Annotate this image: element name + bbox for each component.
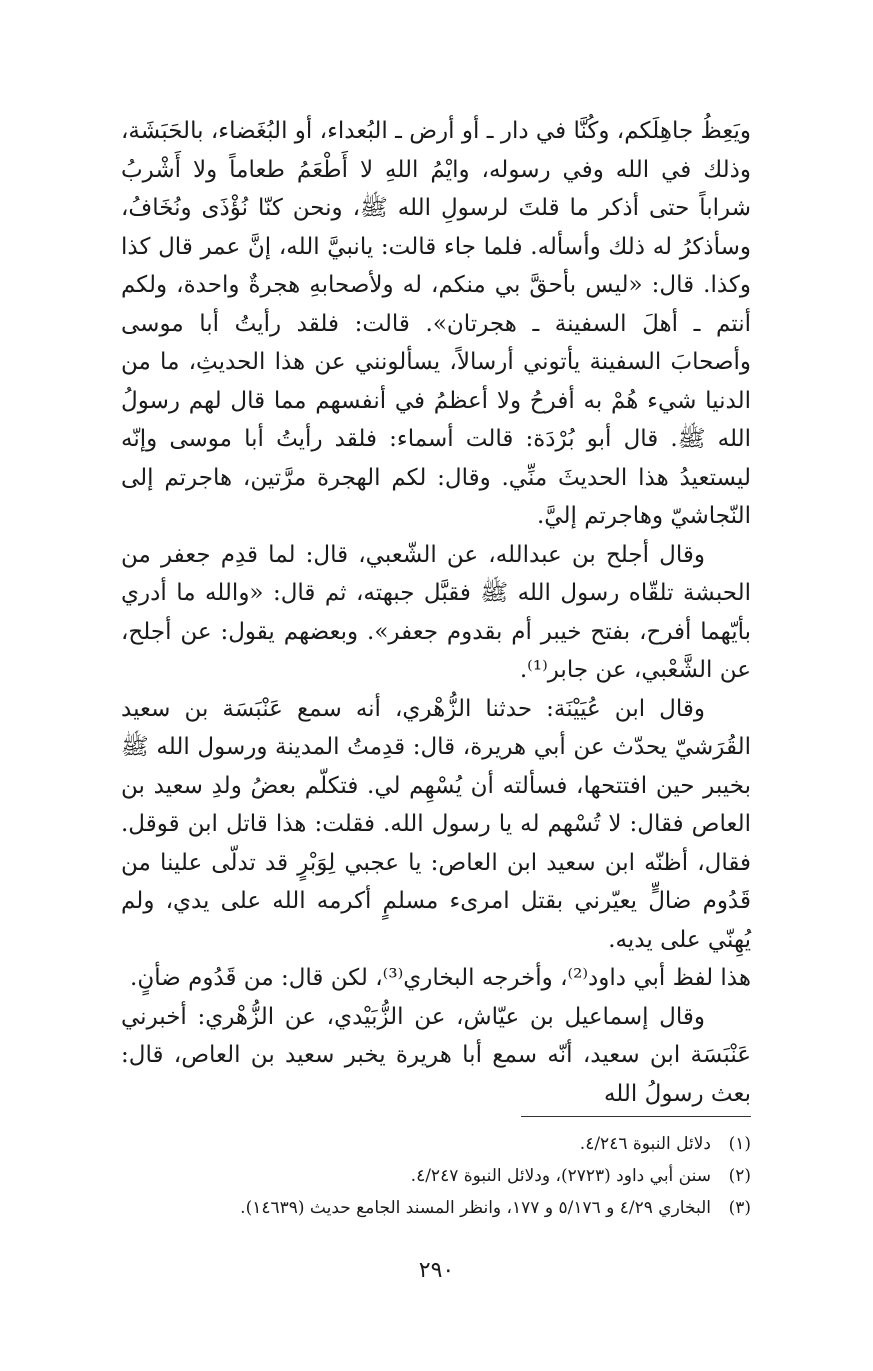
footnote-number: (١) bbox=[728, 1134, 751, 1154]
footnote-text: دلائل النبوة ٤/٢٤٦. bbox=[579, 1134, 711, 1154]
footnote-text: البخاري ٤/٢٩ و ٥/١٧٦ و ١٧٧، وانظر المسند الجامع حديث (١٤٦٣٩). bbox=[240, 1198, 711, 1218]
paragraph-5: وقال إسماعيل بن عيّاش، عن الزُّبَيْدي، عن الزُّهْري: أخبرني عَنْبَسَة ابن سعيد، أنّه سمع أبا هريرة يخبر سعيد بن العاص، قال: بعث رسولُ الله bbox=[121, 1003, 751, 1107]
page-number: ٢٩٠ bbox=[418, 1258, 455, 1283]
footnote-number: (٢) bbox=[728, 1166, 751, 1186]
paragraph-2: وقال أجلح بن عبدالله، عن الشّعبي، قال: لما قدِم جعفر من الحبشة تلقّاه رسول الله ﷺ فقبَّل جبهته، ثم قال: «والله ما أدري بأيّهما أفرح، بفتح خيبر أم بقدوم جعفر». وبعضهم يقول: عن أجلح، عن الشَّعْبي، عن جابر⁽¹⁾. bbox=[121, 541, 751, 683]
footnote-number: (٣) bbox=[728, 1198, 751, 1218]
footnotes bbox=[121, 1128, 751, 1224]
main-text bbox=[121, 112, 751, 1113]
paragraph-1: ويَعِظُ جاهِلَكم، وكُنَّا في دار ـ أو أرض ـ البُعداء، أو البُغَضاء، بالحَبَشَة، وذلك في الله وفي رسوله، وايْمُ اللهِ لا أَطْعَمُ طعاماً ولا أَشْربُ شراباً حتى أذكر ما قلتَ لرسولِ الله ﷺ، ونحن كنّا نُؤْذَى ونُخَافُ، وسأذكرُ له ذلك وأسأله. فلما جاء قالت: يانبيَّ الله، إنَّ عمر قال كذا وكذا. قال: «ليس بأحقَّ بي منكم، له ولأصحابهِ هجرةٌ واحدة، ولكم أنتم ـ أهلَ السفينة ـ هجرتان». قالت: فلقد رأيتُ أبا موسى وأصحابَ السفينة يأتوني أرسالاً، يسألونني عن هذا الحديثِ، ما من الدنيا شيء هُمْ به أفرحُ ولا أعظمُ في أنفسهم مما قال لهم رسولُ الله ﷺ. قال أبو بُرْدَة: قالت أسماء: فلقد رأيتُ أبا موسى وإنّه ليستعيدُ هذا الحديثَ منِّي. وقال: لكم الهجرة مرَّتين، هاجرتم إلى النّجاشيّ وهاجرتم إليَّ. bbox=[121, 118, 751, 529]
footnote-item bbox=[121, 1192, 751, 1224]
paragraph-3: وقال ابن عُيَيْنَة: حدثنا الزُّهْري، أنه سمع عَنْبَسَة بن سعيد القُرَشيّ يحدّث عن أبي هريرة، قال: قدِمتُ المدينة ورسول الله ﷺ بخيبر حين افتتحها، فسألته أن يُسْهِم لي. فتكلّم بعضُ ولدِ سعيد بن العاص فقال: لا تُسْهم له يا رسول الله. فقلت: هذا قاتل ابن قوقل. فقال، أظنّه ابن سعيد ابن العاص: يا عجبي لِوَبْرٍ قد تدلّى علينا من قَدُوم ضالٍّ يعيّرني بقتل امرىء مسلمٍ أكرمه الله على يدي، ولم يُهِنّي على يديه. bbox=[121, 695, 751, 953]
footnote-item bbox=[121, 1128, 751, 1160]
footnote-item bbox=[121, 1160, 751, 1192]
paragraph-4: هذا لفظ أبي داود⁽²⁾، وأخرجه البخاري⁽³⁾، لكن قال: من قَدُوم ضأنٍ. bbox=[130, 965, 751, 991]
footnote-divider bbox=[521, 1116, 751, 1117]
footnote-text: سنن أبي داود (٢٧٢٣)، ودلائل النبوة ٤/٢٤٧. bbox=[410, 1166, 711, 1186]
